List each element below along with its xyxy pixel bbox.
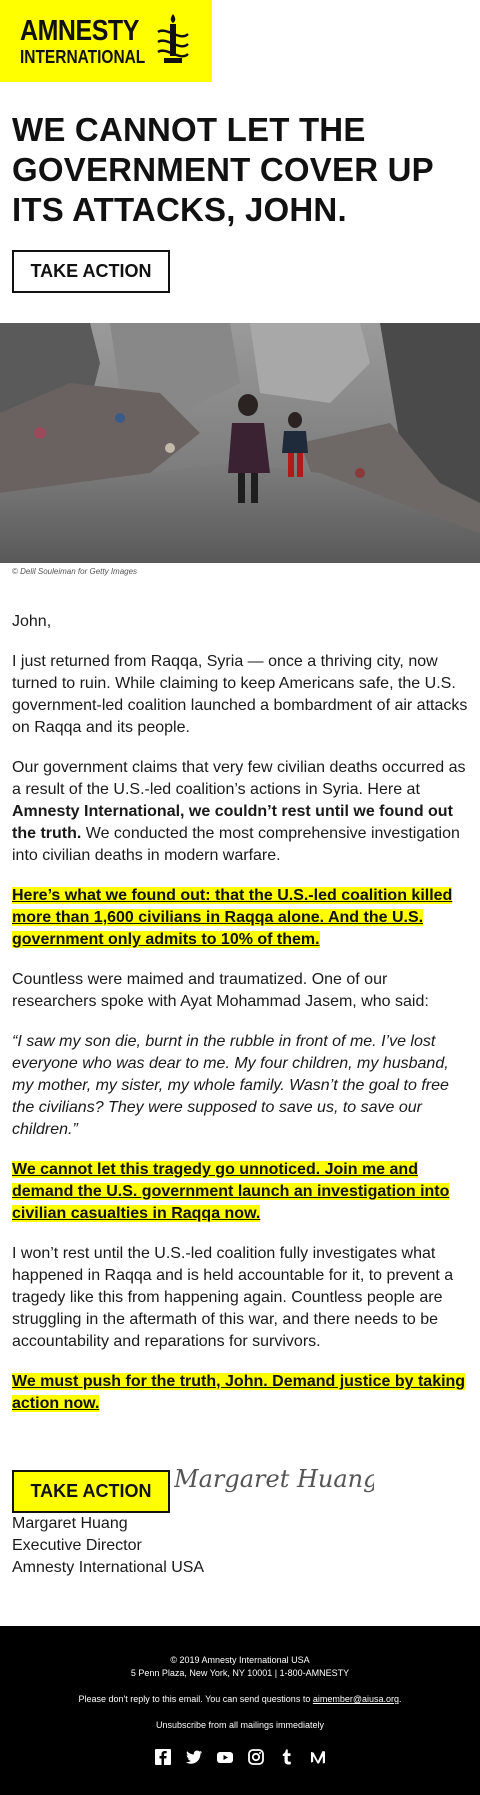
paragraph-bold-truth: Amnesty International, we couldn’t rest until we found out the truth. xyxy=(12,803,453,842)
email-body xyxy=(0,581,480,1579)
logo-wordmark xyxy=(20,17,166,66)
reply-note-end: . xyxy=(399,1694,402,1704)
facebook-icon[interactable] xyxy=(154,1748,172,1766)
take-action-button-bottom[interactable]: TAKE ACTION xyxy=(12,1470,170,1513)
highlight-push-link[interactable]: We must push for the truth, John. Demand justice by taking action now. xyxy=(12,1373,466,1412)
tumblr-icon[interactable] xyxy=(278,1748,296,1766)
unsubscribe-link[interactable]: Unsubscribe from all mailings immediately xyxy=(155,1720,325,1730)
testimony-quote: “I saw my son die, burnt in the rubble in front of me. I’ve lost everyone who was dear to me. My four children, my husband, my mother, my sister, my whole family. Wasn’t the goal to free the civilians? They were supposed to save us, to save our children.” xyxy=(12,1033,449,1138)
paragraph-researchers: Countless were maimed and traumatized. One of our researchers spoke with Ayat Mohammad Jasem, who said: xyxy=(12,971,429,1010)
social-links xyxy=(0,1748,480,1766)
footer-copyright: © 2019 Amnesty International USA xyxy=(170,1655,310,1665)
hero-section xyxy=(0,82,480,293)
highlight-demand-link[interactable]: We cannot let this tragedy go unnoticed. Join me and demand the U.S. government launch an investigation into civilian casualties in Raqqa now. xyxy=(12,1161,450,1222)
signer-org: Amnesty International USA xyxy=(12,1559,205,1576)
email-footer xyxy=(0,1626,480,1795)
signer-name: Margaret Huang xyxy=(12,1515,128,1532)
highlight-push-paragraph xyxy=(12,1371,468,1415)
youtube-icon[interactable] xyxy=(216,1748,234,1766)
email-header xyxy=(0,0,480,82)
logo-line-international: INTERNATIONAL xyxy=(20,47,146,67)
member-email-link[interactable]: aimember@aiusa.org xyxy=(312,1694,400,1704)
paragraph-government-claims xyxy=(12,757,468,867)
signature-script: Margaret Huang xyxy=(174,1465,375,1493)
logo-line-amnesty: AMNESTY xyxy=(20,15,139,47)
handwritten-signature xyxy=(174,1457,374,1497)
paragraph-accountability: I won’t rest until the U.S.-led coalition fully investigates what happened in Raqqa and is held accountable for it, to prevent a tragedy like this from happening again. Countless people are struggling in the aftermath of this war, and there needs to be accountability and reparations for survivors. xyxy=(12,1245,454,1350)
twitter-icon[interactable] xyxy=(185,1748,203,1766)
take-action-button-top[interactable]: TAKE ACTION xyxy=(12,250,170,293)
signature-block xyxy=(12,1513,468,1579)
paragraph-text-b: We conducted the most comprehensive investigation into civilian deaths in modern warfare. xyxy=(12,825,460,864)
instagram-icon[interactable] xyxy=(247,1748,265,1766)
footer-reply-note xyxy=(0,1693,480,1706)
headline: WE CANNOT LET THE GOVERNMENT COVER UP ITS ATTACKS, JOHN. xyxy=(12,111,434,228)
highlight-findings-link[interactable]: Here’s what we found out: that the U.S.-led coalition killed more than 1,600 civilians in Raqqa alone. And the U.S. government only admits to 10% of them. xyxy=(12,887,453,948)
paragraph-text-a: Our government claims that very few civilian deaths occurred as a result of the U.S.-led coalition’s actions in Syria. Here at xyxy=(12,759,466,798)
medium-icon[interactable] xyxy=(309,1748,327,1766)
candle-barbed-wire-icon xyxy=(154,12,192,68)
highlight-demand-paragraph xyxy=(12,1159,468,1225)
amnesty-logo[interactable] xyxy=(0,0,212,82)
signer-title: Executive Director xyxy=(12,1537,142,1554)
footer-address: 5 Penn Plaza, New York, NY 10001 | 1-800-AMNESTY xyxy=(130,1668,350,1678)
greeting: John, xyxy=(12,613,52,630)
highlight-findings-paragraph xyxy=(12,885,468,951)
photo-credit: © Delil Souleiman for Getty Images xyxy=(12,567,138,576)
reply-note-text: Please don't reply to this email. You can send questions to xyxy=(78,1694,313,1704)
paragraph-raqqa-return: I just returned from Raqqa, Syria — once a thriving city, now turned to ruin. While claiming to keep Americans safe, the U.S. government-led coalition launched a bombardment of air attacks on Raqqa and its people. xyxy=(12,653,468,736)
hero-photo xyxy=(0,323,480,563)
